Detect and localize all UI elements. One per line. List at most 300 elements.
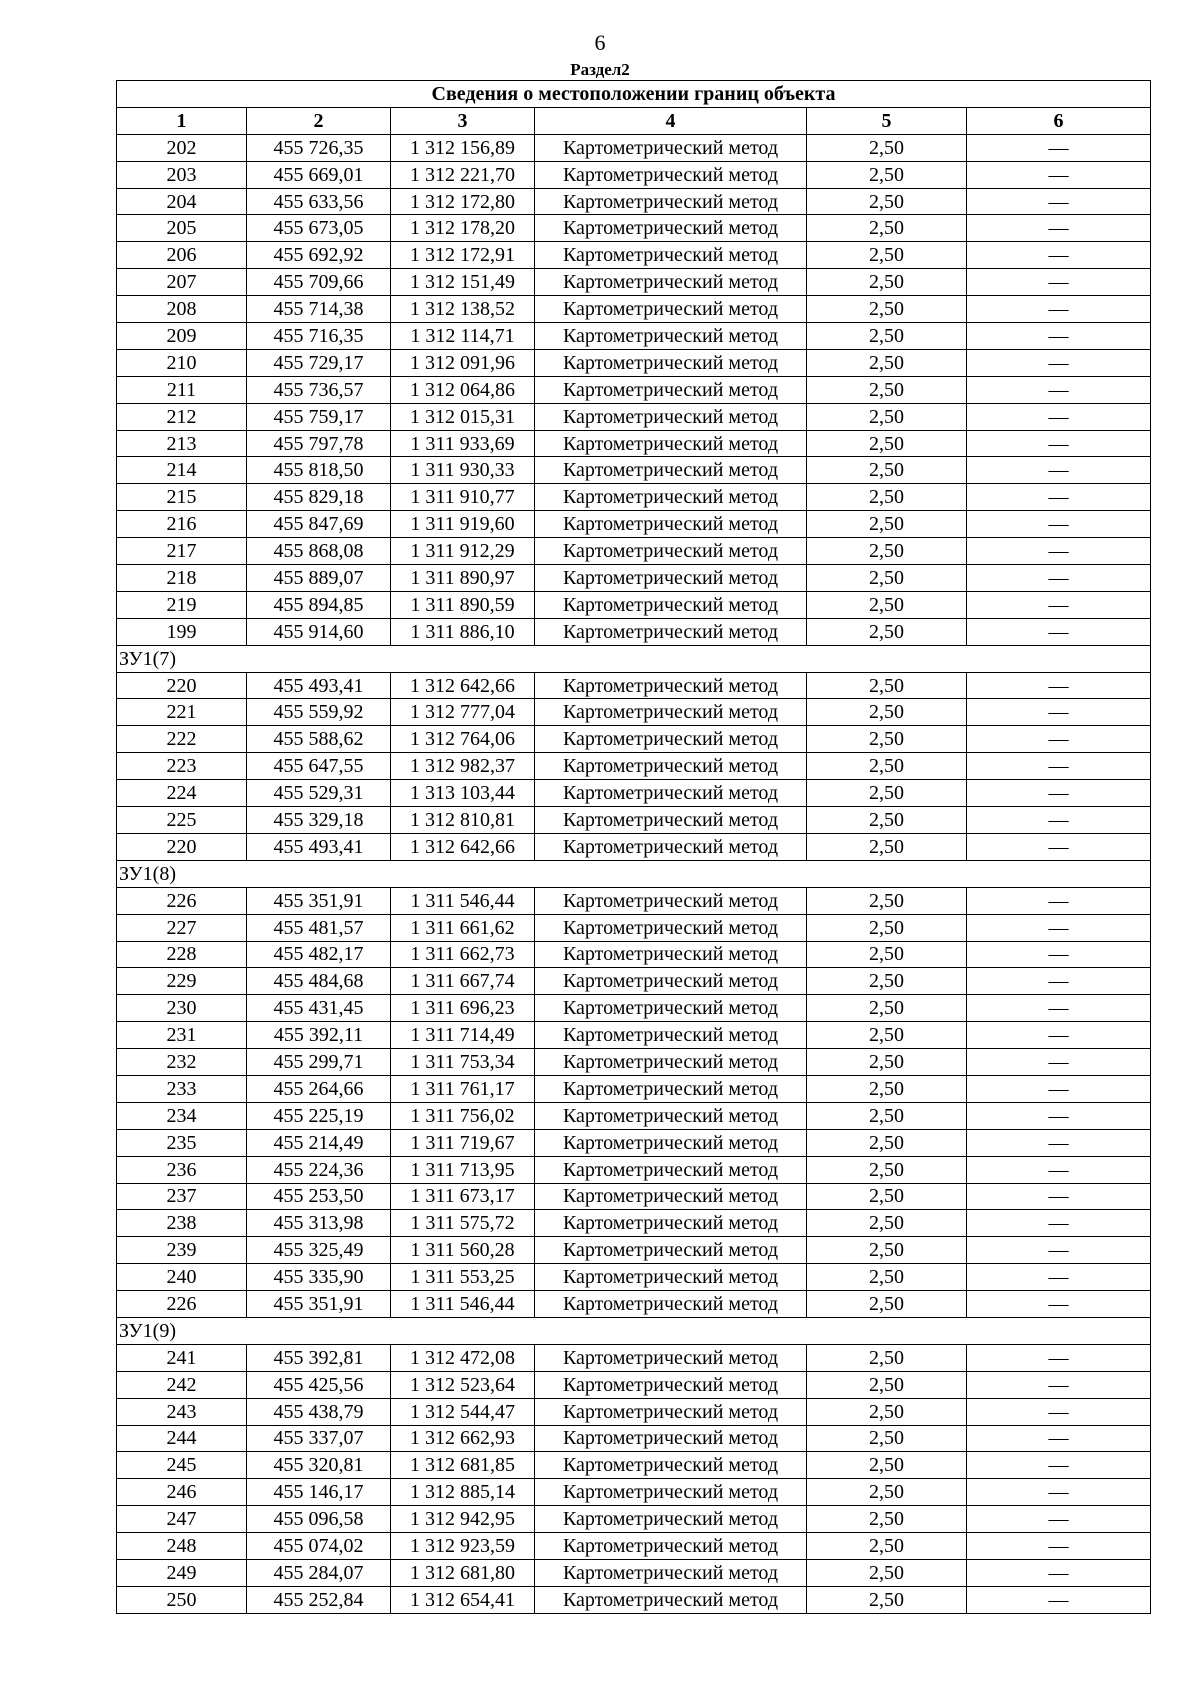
coordinate-x: 455 647,55 <box>247 753 391 780</box>
description: — <box>967 914 1151 941</box>
description: — <box>967 726 1151 753</box>
method: Картометрический метод <box>535 1237 807 1264</box>
coordinate-y: 1 312 091,96 <box>391 349 535 376</box>
table-row <box>117 780 1151 807</box>
description: — <box>967 1129 1151 1156</box>
coordinate-y: 1 312 681,80 <box>391 1559 535 1586</box>
description: — <box>967 1183 1151 1210</box>
group-label: ЗУ1(8) <box>117 860 1151 887</box>
point-number: 226 <box>117 887 247 914</box>
table-title: Сведения о местоположении границ объекта <box>117 81 1151 108</box>
coordinate-y: 1 312 172,80 <box>391 188 535 215</box>
point-number: 211 <box>117 376 247 403</box>
point-number: 217 <box>117 538 247 565</box>
point-number: 237 <box>117 1183 247 1210</box>
accuracy: 2,50 <box>807 484 967 511</box>
page-number: 6 <box>594 30 606 55</box>
table-row <box>117 1102 1151 1129</box>
method: Картометрический метод <box>535 807 807 834</box>
table-row <box>117 753 1151 780</box>
description: — <box>967 215 1151 242</box>
accuracy: 2,50 <box>807 1264 967 1291</box>
method: Картометрический метод <box>535 1022 807 1049</box>
table-row <box>117 1210 1151 1237</box>
accuracy: 2,50 <box>807 1183 967 1210</box>
coordinate-x: 455 714,38 <box>247 296 391 323</box>
description: — <box>967 323 1151 350</box>
table-row <box>117 296 1151 323</box>
coordinate-x: 455 588,62 <box>247 726 391 753</box>
coordinate-x: 455 096,58 <box>247 1506 391 1533</box>
description: — <box>967 1425 1151 1452</box>
coordinate-y: 1 312 810,81 <box>391 807 535 834</box>
boundary-coordinates-table <box>116 80 1151 1614</box>
table-row <box>117 134 1151 161</box>
point-number: 224 <box>117 780 247 807</box>
description: — <box>967 565 1151 592</box>
method: Картометрический метод <box>535 914 807 941</box>
accuracy: 2,50 <box>807 161 967 188</box>
table-row <box>117 1264 1151 1291</box>
accuracy: 2,50 <box>807 1425 967 1452</box>
method: Картометрический метод <box>535 1210 807 1237</box>
accuracy: 2,50 <box>807 995 967 1022</box>
point-number: 205 <box>117 215 247 242</box>
coordinate-x: 455 759,17 <box>247 403 391 430</box>
accuracy: 2,50 <box>807 1237 967 1264</box>
accuracy: 2,50 <box>807 833 967 860</box>
method: Картометрический метод <box>535 1049 807 1076</box>
accuracy: 2,50 <box>807 941 967 968</box>
coordinate-x: 455 351,91 <box>247 1291 391 1318</box>
point-number: 215 <box>117 484 247 511</box>
description: — <box>967 1210 1151 1237</box>
coordinate-x: 455 074,02 <box>247 1533 391 1560</box>
accuracy: 2,50 <box>807 914 967 941</box>
coordinate-y: 1 311 667,74 <box>391 968 535 995</box>
method: Картометрический метод <box>535 887 807 914</box>
method: Картометрический метод <box>535 968 807 995</box>
coordinate-x: 455 431,45 <box>247 995 391 1022</box>
coordinate-y: 1 311 673,17 <box>391 1183 535 1210</box>
method: Картометрический метод <box>535 672 807 699</box>
table-row <box>117 538 1151 565</box>
table-row <box>117 699 1151 726</box>
description: — <box>967 1371 1151 1398</box>
point-number: 242 <box>117 1371 247 1398</box>
coordinate-y: 1 312 923,59 <box>391 1533 535 1560</box>
method: Картометрический метод <box>535 269 807 296</box>
coordinate-x: 455 818,50 <box>247 457 391 484</box>
method: Картометрический метод <box>535 699 807 726</box>
table-row <box>117 1533 1151 1560</box>
method: Картометрический метод <box>535 1129 807 1156</box>
table-row <box>117 511 1151 538</box>
coordinate-y: 1 311 756,02 <box>391 1102 535 1129</box>
method: Картометрический метод <box>535 349 807 376</box>
description: — <box>967 887 1151 914</box>
table-row <box>117 484 1151 511</box>
accuracy: 2,50 <box>807 134 967 161</box>
accuracy: 2,50 <box>807 323 967 350</box>
point-number: 240 <box>117 1264 247 1291</box>
accuracy: 2,50 <box>807 887 967 914</box>
coordinate-y: 1 313 103,44 <box>391 780 535 807</box>
accuracy: 2,50 <box>807 1049 967 1076</box>
accuracy: 2,50 <box>807 780 967 807</box>
table-row <box>117 1075 1151 1102</box>
accuracy: 2,50 <box>807 1291 967 1318</box>
description: — <box>967 1559 1151 1586</box>
point-number: 241 <box>117 1344 247 1371</box>
coordinate-x: 455 329,18 <box>247 807 391 834</box>
coordinate-y: 1 312 221,70 <box>391 161 535 188</box>
coordinate-x: 455 726,35 <box>247 134 391 161</box>
coordinate-y: 1 312 642,66 <box>391 833 535 860</box>
group-header-row <box>117 1317 1151 1344</box>
description: — <box>967 1291 1151 1318</box>
table-row <box>117 1237 1151 1264</box>
method: Картометрический метод <box>535 780 807 807</box>
accuracy: 2,50 <box>807 1398 967 1425</box>
coordinate-y: 1 311 719,67 <box>391 1129 535 1156</box>
method: Картометрический метод <box>535 726 807 753</box>
table-row <box>117 887 1151 914</box>
section-label: Раздел2 <box>570 60 630 79</box>
coordinate-x: 455 392,81 <box>247 1344 391 1371</box>
accuracy: 2,50 <box>807 1129 967 1156</box>
method: Картометрический метод <box>535 753 807 780</box>
description: — <box>967 134 1151 161</box>
column-number: 3 <box>391 107 535 134</box>
table-row <box>117 403 1151 430</box>
coordinate-x: 455 914,60 <box>247 618 391 645</box>
point-number: 250 <box>117 1586 247 1613</box>
description: — <box>967 1049 1151 1076</box>
method: Картометрический метод <box>535 995 807 1022</box>
point-number: 213 <box>117 430 247 457</box>
table-row <box>117 1586 1151 1613</box>
table-row <box>117 1129 1151 1156</box>
point-number: 228 <box>117 941 247 968</box>
coordinate-x: 455 320,81 <box>247 1452 391 1479</box>
table-row <box>117 376 1151 403</box>
coordinate-x: 455 224,36 <box>247 1156 391 1183</box>
coordinate-x: 455 325,49 <box>247 1237 391 1264</box>
coordinate-x: 455 868,08 <box>247 538 391 565</box>
coordinate-x: 455 673,05 <box>247 215 391 242</box>
coordinate-y: 1 311 553,25 <box>391 1264 535 1291</box>
table-row <box>117 833 1151 860</box>
coordinate-y: 1 312 942,95 <box>391 1506 535 1533</box>
point-number: 231 <box>117 1022 247 1049</box>
method: Картометрический метод <box>535 1559 807 1586</box>
coordinate-y: 1 311 912,29 <box>391 538 535 565</box>
coordinate-x: 455 529,31 <box>247 780 391 807</box>
method: Картометрический метод <box>535 1506 807 1533</box>
accuracy: 2,50 <box>807 1559 967 1586</box>
coordinate-x: 455 264,66 <box>247 1075 391 1102</box>
table-row <box>117 726 1151 753</box>
method: Картометрический метод <box>535 242 807 269</box>
method: Картометрический метод <box>535 457 807 484</box>
description: — <box>967 1156 1151 1183</box>
point-number: 222 <box>117 726 247 753</box>
method: Картометрический метод <box>535 1075 807 1102</box>
description: — <box>967 1586 1151 1613</box>
accuracy: 2,50 <box>807 753 967 780</box>
accuracy: 2,50 <box>807 672 967 699</box>
table-row <box>117 914 1151 941</box>
description: — <box>967 511 1151 538</box>
accuracy: 2,50 <box>807 1156 967 1183</box>
coordinate-y: 1 311 662,73 <box>391 941 535 968</box>
table-row <box>117 1049 1151 1076</box>
group-label: ЗУ1(9) <box>117 1317 1151 1344</box>
accuracy: 2,50 <box>807 565 967 592</box>
method: Картометрический метод <box>535 215 807 242</box>
coordinate-x: 455 425,56 <box>247 1371 391 1398</box>
accuracy: 2,50 <box>807 242 967 269</box>
method: Картометрический метод <box>535 1425 807 1452</box>
accuracy: 2,50 <box>807 618 967 645</box>
coordinate-y: 1 311 933,69 <box>391 430 535 457</box>
coordinate-x: 455 438,79 <box>247 1398 391 1425</box>
description: — <box>967 457 1151 484</box>
method: Картометрический метод <box>535 511 807 538</box>
accuracy: 2,50 <box>807 457 967 484</box>
point-number: 204 <box>117 188 247 215</box>
method: Картометрический метод <box>535 1371 807 1398</box>
coordinate-x: 455 669,01 <box>247 161 391 188</box>
coordinate-x: 455 484,68 <box>247 968 391 995</box>
method: Картометрический метод <box>535 484 807 511</box>
accuracy: 2,50 <box>807 430 967 457</box>
coordinate-x: 455 252,84 <box>247 1586 391 1613</box>
accuracy: 2,50 <box>807 726 967 753</box>
coordinate-y: 1 312 642,66 <box>391 672 535 699</box>
description: — <box>967 403 1151 430</box>
point-number: 203 <box>117 161 247 188</box>
table-row <box>117 1183 1151 1210</box>
table-row <box>117 1398 1151 1425</box>
accuracy: 2,50 <box>807 1210 967 1237</box>
method: Картометрический метод <box>535 134 807 161</box>
description: — <box>967 1022 1151 1049</box>
table-row <box>117 323 1151 350</box>
point-number: 206 <box>117 242 247 269</box>
coordinate-x: 455 337,07 <box>247 1425 391 1452</box>
method: Картометрический метод <box>535 1102 807 1129</box>
table-row <box>117 672 1151 699</box>
accuracy: 2,50 <box>807 1075 967 1102</box>
accuracy: 2,50 <box>807 1102 967 1129</box>
table-row <box>117 1291 1151 1318</box>
description: — <box>967 1075 1151 1102</box>
description: — <box>967 968 1151 995</box>
point-number: 210 <box>117 349 247 376</box>
table-row <box>117 1371 1151 1398</box>
coordinate-x: 455 482,17 <box>247 941 391 968</box>
table-row <box>117 1452 1151 1479</box>
description: — <box>967 1452 1151 1479</box>
method: Картометрический метод <box>535 1344 807 1371</box>
method: Картометрический метод <box>535 591 807 618</box>
column-number: 6 <box>967 107 1151 134</box>
coordinate-y: 1 311 546,44 <box>391 1291 535 1318</box>
coordinate-x: 455 313,98 <box>247 1210 391 1237</box>
accuracy: 2,50 <box>807 1371 967 1398</box>
point-number: 245 <box>117 1452 247 1479</box>
coordinate-y: 1 311 761,17 <box>391 1075 535 1102</box>
method: Картометрический метод <box>535 1264 807 1291</box>
description: — <box>967 591 1151 618</box>
table-row <box>117 1344 1151 1371</box>
coordinate-y: 1 312 151,49 <box>391 269 535 296</box>
description: — <box>967 349 1151 376</box>
table-row <box>117 1156 1151 1183</box>
description: — <box>967 161 1151 188</box>
description: — <box>967 807 1151 834</box>
coordinate-x: 455 894,85 <box>247 591 391 618</box>
table-row <box>117 161 1151 188</box>
accuracy: 2,50 <box>807 968 967 995</box>
coordinate-y: 1 311 575,72 <box>391 1210 535 1237</box>
coordinate-y: 1 311 560,28 <box>391 1237 535 1264</box>
point-number: 220 <box>117 833 247 860</box>
table-row <box>117 188 1151 215</box>
point-number: 239 <box>117 1237 247 1264</box>
coordinate-x: 455 225,19 <box>247 1102 391 1129</box>
point-number: 221 <box>117 699 247 726</box>
accuracy: 2,50 <box>807 269 967 296</box>
table-row <box>117 1479 1151 1506</box>
method: Картометрический метод <box>535 538 807 565</box>
point-number: 220 <box>117 672 247 699</box>
column-number: 4 <box>535 107 807 134</box>
coordinate-y: 1 311 886,10 <box>391 618 535 645</box>
point-number: 232 <box>117 1049 247 1076</box>
method: Картометрический метод <box>535 323 807 350</box>
point-number: 248 <box>117 1533 247 1560</box>
coordinate-y: 1 312 982,37 <box>391 753 535 780</box>
method: Картометрический метод <box>535 376 807 403</box>
table-row <box>117 430 1151 457</box>
coordinate-y: 1 312 777,04 <box>391 699 535 726</box>
coordinate-y: 1 312 178,20 <box>391 215 535 242</box>
point-number: 207 <box>117 269 247 296</box>
accuracy: 2,50 <box>807 538 967 565</box>
coordinate-x: 455 829,18 <box>247 484 391 511</box>
description: — <box>967 995 1151 1022</box>
accuracy: 2,50 <box>807 807 967 834</box>
point-number: 225 <box>117 807 247 834</box>
column-number: 2 <box>247 107 391 134</box>
accuracy: 2,50 <box>807 1344 967 1371</box>
coordinate-y: 1 312 523,64 <box>391 1371 535 1398</box>
accuracy: 2,50 <box>807 699 967 726</box>
coordinate-y: 1 311 714,49 <box>391 1022 535 1049</box>
method: Картометрический метод <box>535 1452 807 1479</box>
table-body <box>117 134 1151 1613</box>
description: — <box>967 430 1151 457</box>
description: — <box>967 188 1151 215</box>
group-label: ЗУ1(7) <box>117 645 1151 672</box>
coordinate-y: 1 312 015,31 <box>391 403 535 430</box>
description: — <box>967 753 1151 780</box>
point-number: 218 <box>117 565 247 592</box>
point-number: 247 <box>117 1506 247 1533</box>
table-row <box>117 1559 1151 1586</box>
method: Картометрический метод <box>535 296 807 323</box>
description: — <box>967 242 1151 269</box>
coordinate-x: 455 481,57 <box>247 914 391 941</box>
accuracy: 2,50 <box>807 591 967 618</box>
method: Картометрический метод <box>535 1586 807 1613</box>
coordinate-x: 455 736,57 <box>247 376 391 403</box>
table-row <box>117 995 1151 1022</box>
coordinate-y: 1 311 930,33 <box>391 457 535 484</box>
coordinate-y: 1 311 910,77 <box>391 484 535 511</box>
coordinate-x: 455 493,41 <box>247 833 391 860</box>
coordinate-x: 455 692,92 <box>247 242 391 269</box>
method: Картометрический метод <box>535 941 807 968</box>
table-row <box>117 1506 1151 1533</box>
coordinate-y: 1 311 696,23 <box>391 995 535 1022</box>
description: — <box>967 376 1151 403</box>
table-row <box>117 349 1151 376</box>
description: — <box>967 484 1151 511</box>
method: Картометрический метод <box>535 618 807 645</box>
point-number: 216 <box>117 511 247 538</box>
accuracy: 2,50 <box>807 1586 967 1613</box>
table-row <box>117 457 1151 484</box>
coordinate-y: 1 311 753,34 <box>391 1049 535 1076</box>
point-number: 246 <box>117 1479 247 1506</box>
coordinate-x: 455 392,11 <box>247 1022 391 1049</box>
table-row <box>117 565 1151 592</box>
method: Картометрический метод <box>535 1291 807 1318</box>
table-row <box>117 1425 1151 1452</box>
coordinate-y: 1 311 919,60 <box>391 511 535 538</box>
point-number: 199 <box>117 618 247 645</box>
description: — <box>967 296 1151 323</box>
description: — <box>967 833 1151 860</box>
method: Картометрический метод <box>535 1533 807 1560</box>
coordinate-x: 455 146,17 <box>247 1479 391 1506</box>
table-row <box>117 591 1151 618</box>
table-row <box>117 215 1151 242</box>
description: — <box>967 699 1151 726</box>
coordinate-x: 455 559,92 <box>247 699 391 726</box>
coordinate-y: 1 312 764,06 <box>391 726 535 753</box>
method: Картометрический метод <box>535 1183 807 1210</box>
point-number: 235 <box>117 1129 247 1156</box>
method: Картометрический метод <box>535 565 807 592</box>
accuracy: 2,50 <box>807 1533 967 1560</box>
point-number: 234 <box>117 1102 247 1129</box>
coordinate-y: 1 312 156,89 <box>391 134 535 161</box>
description: — <box>967 780 1151 807</box>
coordinate-y: 1 311 546,44 <box>391 887 535 914</box>
description: — <box>967 1237 1151 1264</box>
coordinate-y: 1 311 661,62 <box>391 914 535 941</box>
point-number: 249 <box>117 1559 247 1586</box>
table-row <box>117 1022 1151 1049</box>
table-row <box>117 269 1151 296</box>
method: Картометрический метод <box>535 161 807 188</box>
coordinate-x: 455 889,07 <box>247 565 391 592</box>
